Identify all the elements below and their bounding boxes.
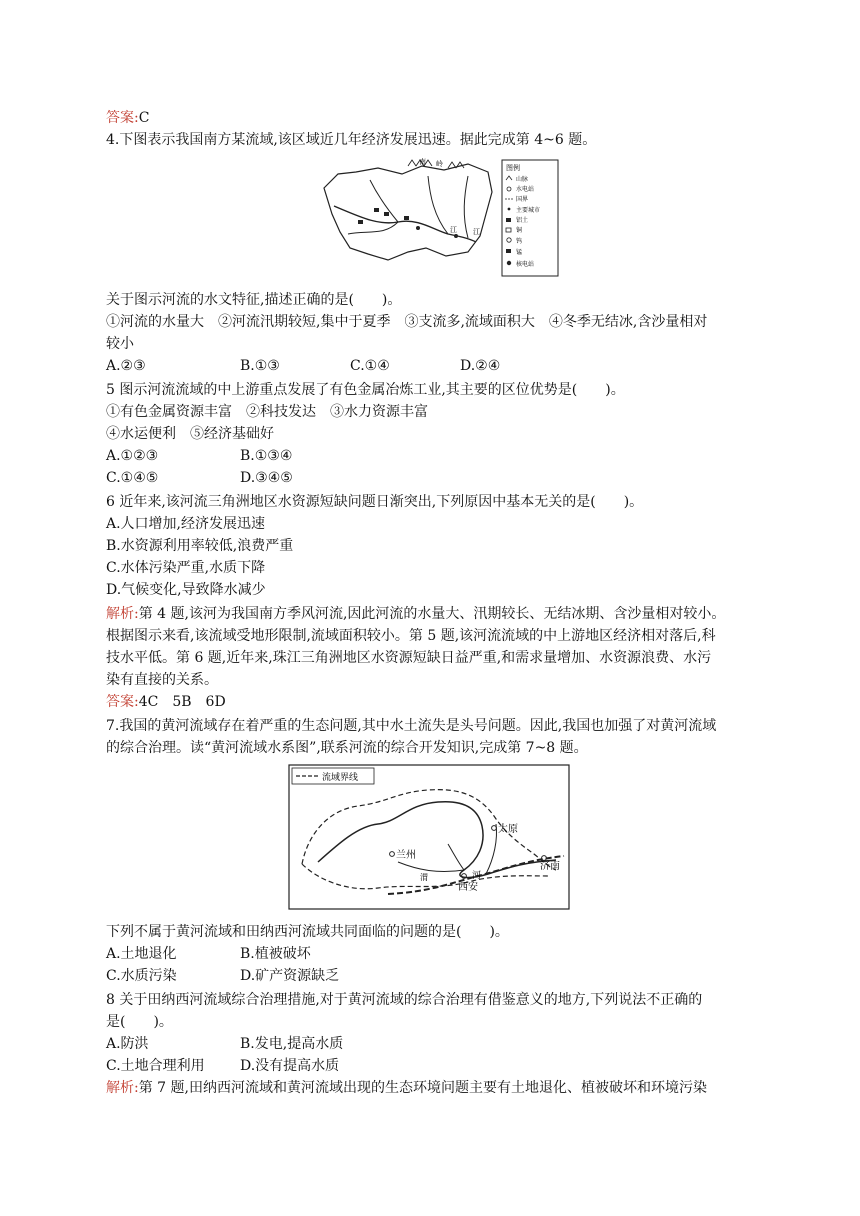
question-5-statements: ①有色金属资源丰富 ②科技发达 ③水力资源丰富 (106, 404, 428, 420)
answer-value: 4C 5B 6D (138, 694, 226, 710)
option-b[interactable]: B.①③ (240, 358, 280, 374)
mineral-icon (384, 212, 389, 216)
legend-nuclear-icon (507, 261, 511, 265)
option-c[interactable]: C.水体污染严重,水质下降 (106, 560, 266, 576)
legend-item: 锰 (516, 249, 523, 256)
option-c[interactable]: C.土地合理利用 (106, 1058, 205, 1074)
legend-item: 水电站 (516, 186, 535, 193)
map-label: 岭 (436, 160, 443, 168)
question-4-statements-cont: 较小 (106, 336, 134, 352)
answer-line (106, 692, 226, 712)
city-label: 西安 (458, 882, 478, 893)
city-label: 济南 (540, 861, 560, 872)
city-icon (454, 234, 458, 238)
explanation-text: 染有直接的关系。 (106, 672, 218, 688)
answer-value: C (138, 110, 150, 126)
question-8-cont: 是( )。 (106, 1014, 173, 1030)
option-a[interactable]: A.①②③ (106, 448, 159, 464)
option-c[interactable]: C.水质污染 (106, 968, 177, 984)
explanation-line (106, 604, 725, 624)
question-8-options-ab (106, 1034, 343, 1054)
question-6: 6 近年来,该河流三角洲地区水资源短缺问题日渐突出,下列原因中基本无关的是( )。 (106, 494, 644, 510)
legend-item: 铜 (516, 227, 523, 234)
explanation-label: 解析: (106, 1080, 139, 1096)
city-icon (416, 226, 420, 230)
legend-manganese-icon (506, 249, 511, 253)
option-a[interactable]: A.土地退化 (106, 946, 177, 962)
option-d[interactable]: D.③④⑤ (240, 470, 293, 486)
yellow-river-map (288, 764, 570, 910)
question-7-stem: 7.我国的黄河流域存在着严重的生态问题,其中水土流失是头号问题。因此,我国也加强了对黄河流域 (106, 718, 717, 734)
question-7-options-ab (106, 944, 311, 964)
option-a[interactable]: A.②③ (106, 358, 146, 374)
city-label: 太原 (498, 824, 518, 835)
map-label: 南 (419, 158, 426, 166)
question-5-options-ab (106, 446, 292, 466)
legend-item: 钨 (516, 238, 523, 245)
option-b[interactable]: B.①③④ (240, 448, 293, 464)
mineral-icon (358, 220, 363, 224)
question-4-stem: 4.下图表示我国南方某流域,该区域近几年经济发展迅速。据此完成第 4~6 题。 (106, 132, 597, 148)
map-frame (289, 765, 569, 909)
option-b[interactable]: B.发电,提高水质 (240, 1036, 344, 1052)
legend-item: 铝土 (516, 217, 529, 224)
explanation-text: 根据图示来看,该流域受地形限制,流域面积较小。第 5 题,该河流流域的中上游地区经济相对落后,科 (106, 628, 716, 644)
mineral-icon (374, 208, 379, 212)
south-china-river-map (318, 156, 560, 278)
tributary-river (348, 222, 398, 234)
question-7: 下列不属于黄河流域和田纳西河流域共同面临的问题的是( )。 (106, 924, 509, 940)
question-4-options (106, 356, 500, 376)
option-d[interactable]: D.气候变化,导致降水减少 (106, 582, 266, 598)
tributary-river (428, 176, 448, 234)
option-c[interactable]: C.①④⑤ (106, 470, 159, 486)
question-4: 关于图示河流的水文特征,描述正确的是( )。 (106, 292, 402, 308)
option-a[interactable]: A.人口增加,经济发展迅速 (106, 516, 266, 532)
map-label: 江 (473, 228, 480, 236)
option-b[interactable]: B.水资源利用率较低,浪费严重 (106, 538, 294, 554)
option-d[interactable]: D.②④ (460, 358, 501, 374)
answer-label: 答案: (106, 694, 139, 710)
legend-item: 国界 (516, 196, 529, 203)
question-8-options-cd (106, 1056, 339, 1076)
question-7-options-cd (106, 966, 339, 986)
legend-item: 主要城市 (516, 207, 541, 214)
question-7-stem-cont: 的综合治理。读“黄河流域水系图”,联系河流的综合开发知识,完成第 7~8 题。 (106, 740, 588, 756)
legend-item: 核电站 (516, 261, 535, 268)
legend-title: 图例 (506, 164, 520, 172)
legend-item: 流域界线 (322, 773, 359, 783)
question-5: 5 图示河流流域的中上游重点发展了有色金属冶炼工业,其主要的区位优势是( )。 (106, 382, 625, 398)
question-5-options-cd (106, 468, 293, 488)
city-label: 兰州 (396, 850, 416, 861)
river-label: 河 (472, 871, 482, 881)
explanation-label: 解析: (106, 606, 139, 622)
tributary-river (464, 176, 468, 238)
mineral-icon (404, 216, 409, 220)
question-5-statements-cont: ④水运便利 ⑤经济基础好 (106, 426, 274, 442)
option-a[interactable]: A.防洪 (106, 1036, 149, 1052)
explanation-text: 技水平低。第 6 题,近年来,珠江三角洲地区水资源短缺日益严重,和需求量增加、水资源浪费、水污 (106, 650, 712, 666)
river-label: 渭 (420, 873, 428, 882)
question-8: 8 关于田纳西河流域综合治理措施,对于黄河流域的综合治理有借鉴意义的地方,下列说法不正确的 (106, 992, 703, 1008)
option-d[interactable]: D.矿产资源缺乏 (240, 968, 340, 984)
answer-line (106, 108, 149, 128)
explanation-line (106, 1078, 707, 1098)
map-label: 江 (450, 226, 457, 234)
option-b[interactable]: B.植被破坏 (240, 946, 311, 962)
legend-item: 山脉 (516, 176, 529, 183)
option-c[interactable]: C.①④ (350, 358, 390, 374)
legend-city-icon (508, 208, 511, 211)
option-d[interactable]: D.没有提高水质 (240, 1058, 340, 1074)
explanation-text: 第 7 题,田纳西河流域和黄河流域出现的生态环境问题主要有土地退化、植被破坏和环境污染 (138, 1080, 707, 1096)
question-4-statements: ①河流的水量大 ②河流汛期较短,集中于夏季 ③支流多,流域面积大 ④冬季无结冰,含沙量相对 (106, 314, 708, 330)
answer-label: 答案: (106, 110, 139, 126)
explanation-text: 第 4 题,该河为我国南方季风河流,因此河流的水量大、汛期较长、无结冰期、含沙量相对较小。 (138, 606, 726, 622)
legend-bauxite-icon (506, 218, 511, 222)
